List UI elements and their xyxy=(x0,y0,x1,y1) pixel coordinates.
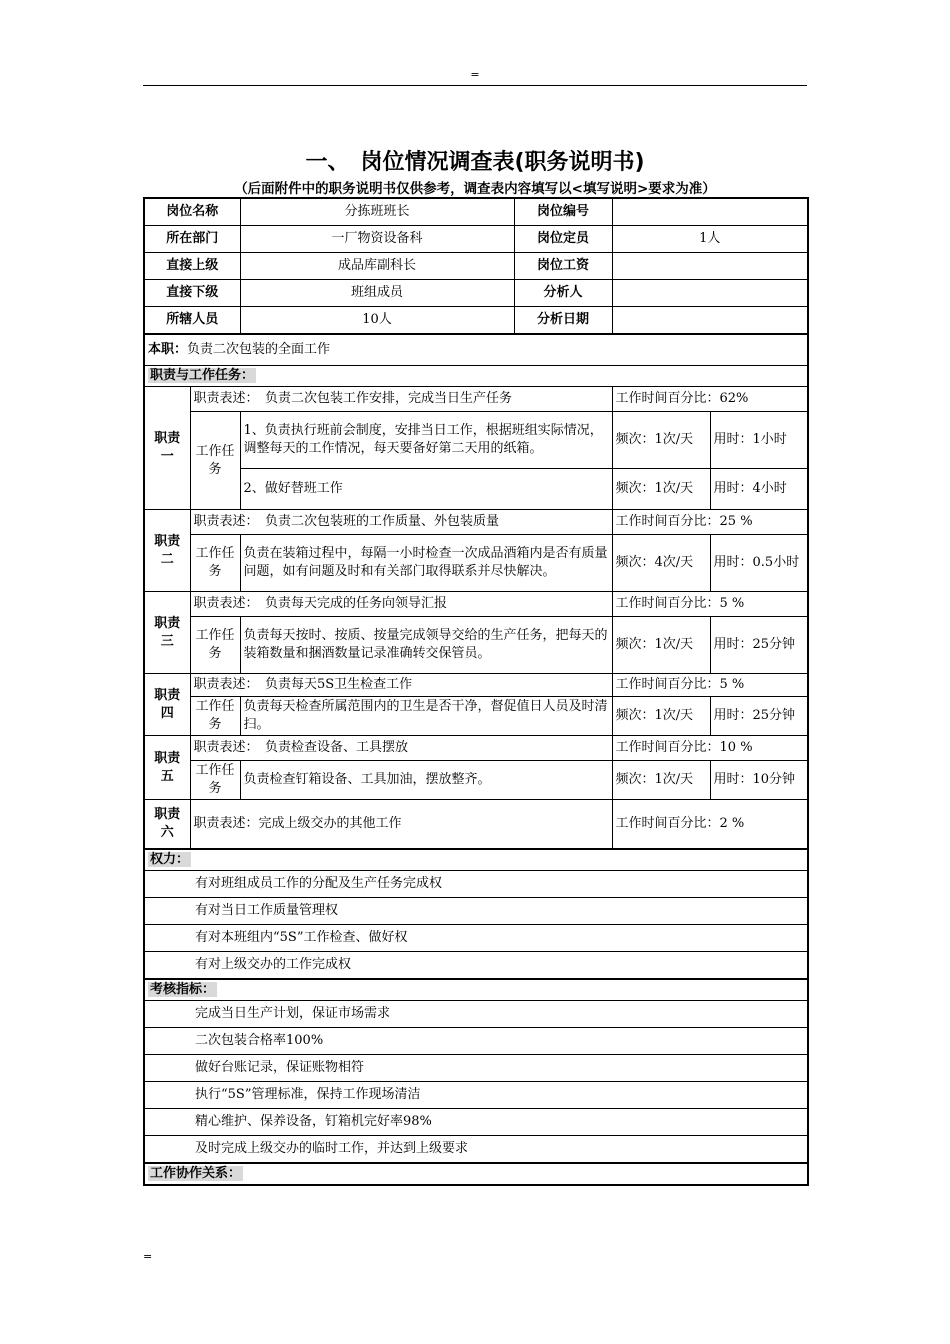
powers-heading: 权力： xyxy=(150,852,190,867)
task-text: 1、负责执行班前会制度，安排当日工作，根据班组实际情况，调整每天的工作情况，每天要备好第二天用的纸箱。 xyxy=(240,412,612,469)
duty-desc: 职责表述： 负责每天5S卫生检查工作 xyxy=(190,674,612,697)
header-mark: = xyxy=(470,68,480,81)
power-item: 有对上级交办的工作完成权 xyxy=(144,952,808,980)
task-text: 负责每天检查所属范围内的卫生是否干净，督促值日人员及时清扫。 xyxy=(240,697,612,736)
task-time: 用时：25分钟 xyxy=(710,697,808,736)
duty-desc-row xyxy=(144,387,808,412)
duty-task-row xyxy=(144,469,808,510)
list-item xyxy=(144,1055,808,1082)
info-label: 岗位工资 xyxy=(514,253,612,280)
duty-name: 职责二 xyxy=(144,510,190,592)
info-value xyxy=(612,253,808,280)
task-frequency: 频次：1次/天 xyxy=(612,617,710,674)
duty-desc: 职责表述：完成上级交办的其他工作 xyxy=(190,800,612,850)
list-item xyxy=(144,1028,808,1055)
task-frequency: 频次：1次/天 xyxy=(612,761,710,800)
task-time: 用时：0.5小时 xyxy=(710,535,808,592)
duty-percent: 工作时间百分比：62% xyxy=(612,387,808,412)
main-duty-label: 本职： xyxy=(148,342,188,357)
task-time: 用时：1小时 xyxy=(710,412,808,469)
power-item: 有对班组成员工作的分配及生产任务完成权 xyxy=(144,871,808,898)
list-item xyxy=(144,871,808,898)
kpi-item: 及时完成上级交办的临时工作，并达到上级要求 xyxy=(144,1136,808,1164)
task-frequency: 频次：4次/天 xyxy=(612,535,710,592)
section-heading-row xyxy=(144,979,808,1001)
duty-task-row xyxy=(144,617,808,674)
task-label: 工作任务 xyxy=(190,535,240,592)
info-row xyxy=(144,307,808,335)
duty-desc: 职责表述： 负责二次包装班的工作质量、外包装质量 xyxy=(190,510,612,535)
list-item xyxy=(144,925,808,952)
info-label: 分析日期 xyxy=(514,307,612,335)
power-item: 有对本班组内“5S”工作检查、做好权 xyxy=(144,925,808,952)
info-value: 成品库副科长 xyxy=(240,253,514,280)
duty-percent: 工作时间百分比：10 % xyxy=(612,736,808,761)
duties-heading: 职责与工作任务： xyxy=(150,368,255,383)
info-value: 班组成员 xyxy=(240,280,514,307)
page-subtitle: （后面附件中的职务说明书仅供参考，调查表内容填写以<填写说明>要求为准） xyxy=(234,181,716,197)
info-label: 分析人 xyxy=(514,280,612,307)
list-item xyxy=(144,952,808,980)
task-label: 工作任务 xyxy=(190,412,240,510)
kpi-item: 完成当日生产计划，保证市场需求 xyxy=(144,1001,808,1028)
info-row xyxy=(144,226,808,253)
duty-desc: 职责表述： 负责检查设备、工具摆放 xyxy=(190,736,612,761)
info-row xyxy=(144,280,808,307)
duty-task-row xyxy=(144,535,808,592)
duty-task-row xyxy=(144,697,808,736)
info-value: 一厂物资设备科 xyxy=(240,226,514,253)
info-label: 直接下级 xyxy=(144,280,240,307)
duty-desc-row xyxy=(144,592,808,617)
task-time: 用时：25分钟 xyxy=(710,617,808,674)
task-frequency: 频次：1次/天 xyxy=(612,469,710,510)
info-value xyxy=(612,198,808,226)
duty-desc: 职责表述： 负责每天完成的任务向领导汇报 xyxy=(190,592,612,617)
power-item: 有对当日工作质量管理权 xyxy=(144,898,808,925)
info-label: 所辖人员 xyxy=(144,307,240,335)
list-item xyxy=(144,1136,808,1164)
duty-name: 职责四 xyxy=(144,674,190,736)
duty-task-row xyxy=(144,761,808,800)
section-heading-row xyxy=(144,1163,808,1185)
kpi-item: 执行“5S”管理标准，保持工作现场清洁 xyxy=(144,1082,808,1109)
duty-name: 职责六 xyxy=(144,800,190,850)
duty-name: 职责三 xyxy=(144,592,190,674)
duty-percent: 工作时间百分比：5 % xyxy=(612,674,808,697)
duty-task-row xyxy=(144,412,808,469)
duty-percent: 工作时间百分比：25 % xyxy=(612,510,808,535)
info-label: 岗位定员 xyxy=(514,226,612,253)
kpi-heading: 考核指标： xyxy=(150,982,216,997)
info-value: 1人 xyxy=(612,226,808,253)
task-text: 负责在装箱过程中，每隔一小时检查一次成品酒箱内是否有质量问题，如有问题及时和有关部门取得联系并尽快解决。 xyxy=(240,535,612,592)
duty-desc-row xyxy=(144,736,808,761)
kpi-item: 做好台账记录，保证账物相符 xyxy=(144,1055,808,1082)
duty-desc-row xyxy=(144,674,808,697)
info-value xyxy=(612,307,808,335)
task-text: 负责每天按时、按质、按量完成领导交给的生产任务，把每天的装箱数量和捆酒数量记录准确转交保管员。 xyxy=(240,617,612,674)
main-duty-text: 负责二次包装的全面工作 xyxy=(187,342,331,357)
job-survey-table xyxy=(143,197,809,1186)
kpi-item: 精心维护、保养设备，钉箱机完好率98% xyxy=(144,1109,808,1136)
kpi-item: 二次包装合格率100% xyxy=(144,1028,808,1055)
list-item xyxy=(144,1082,808,1109)
task-text: 负责检查钉箱设备、工具加油，摆放整齐。 xyxy=(240,761,612,800)
task-label: 工作任务 xyxy=(190,697,240,736)
info-label: 所在部门 xyxy=(144,226,240,253)
duty-desc-row xyxy=(144,510,808,535)
main-duty-row xyxy=(144,334,808,366)
section-heading-row xyxy=(144,849,808,871)
duty-desc: 职责表述： 负责二次包装工作安排，完成当日生产任务 xyxy=(190,387,612,412)
task-time: 用时：10分钟 xyxy=(710,761,808,800)
duty-name: 职责五 xyxy=(144,736,190,800)
task-label: 工作任务 xyxy=(190,761,240,800)
footer-mark: = xyxy=(143,1250,153,1263)
info-value: 10人 xyxy=(240,307,514,335)
list-item xyxy=(144,1109,808,1136)
duty-name: 职责一 xyxy=(144,387,190,510)
info-label: 岗位名称 xyxy=(144,198,240,226)
duty-percent: 工作时间百分比：5 % xyxy=(612,592,808,617)
list-item xyxy=(144,1001,808,1028)
page-title: 一、 岗位情况调查表(职务说明书) xyxy=(305,150,645,175)
list-item xyxy=(144,898,808,925)
header-rule xyxy=(143,85,807,86)
task-time: 用时：4小时 xyxy=(710,469,808,510)
info-value xyxy=(612,280,808,307)
info-value: 分拣班班长 xyxy=(240,198,514,226)
task-text: 2、做好替班工作 xyxy=(240,469,612,510)
info-row xyxy=(144,198,808,226)
duty-percent: 工作时间百分比：2 % xyxy=(612,800,808,850)
task-frequency: 频次：1次/天 xyxy=(612,697,710,736)
task-label: 工作任务 xyxy=(190,617,240,674)
info-label: 岗位编号 xyxy=(514,198,612,226)
info-row xyxy=(144,253,808,280)
collab-heading: 工作协作关系： xyxy=(150,1166,242,1181)
task-frequency: 频次：1次/天 xyxy=(612,412,710,469)
section-heading-row xyxy=(144,366,808,387)
duty-desc-row xyxy=(144,800,808,850)
info-label: 直接上级 xyxy=(144,253,240,280)
